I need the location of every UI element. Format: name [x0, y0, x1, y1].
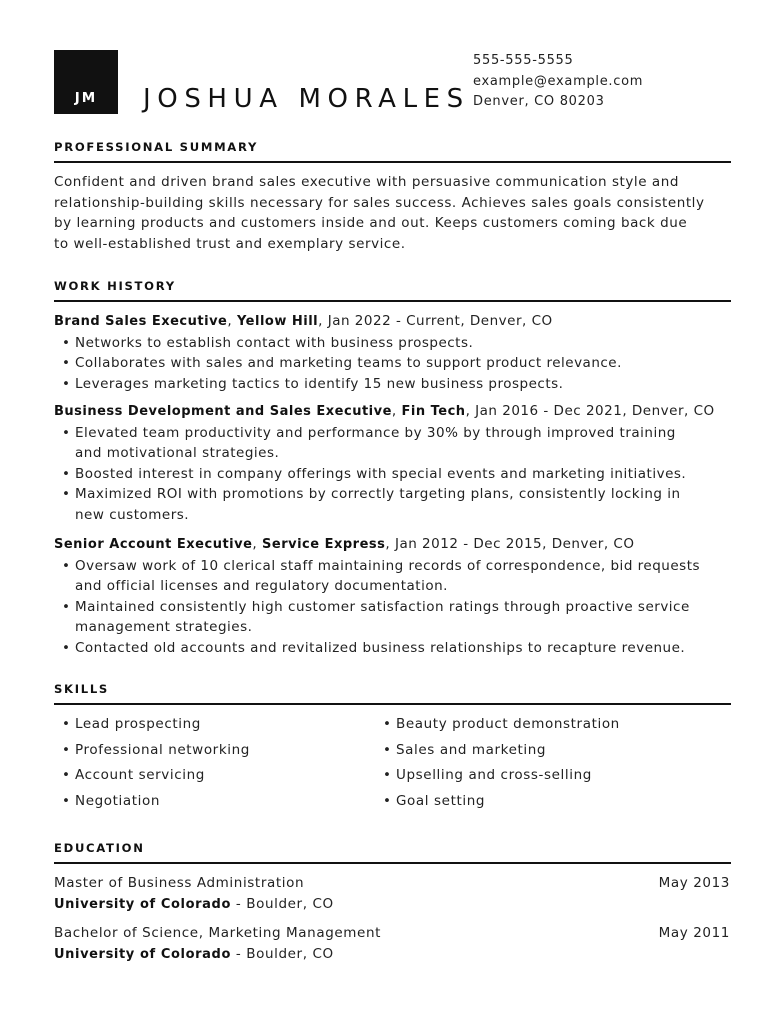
skills-column-left [54, 712, 384, 814]
bullet-line: and motivational strategies. [75, 445, 280, 461]
skill-item: • Lead prospecting [54, 712, 384, 738]
job-details: , Jan 2022 - Current, Denver, CO [318, 313, 553, 329]
education-degree: Bachelor of Science, Marketing Management [54, 925, 381, 941]
job-bullets [54, 556, 744, 659]
summary-line: by learning products and customers inside and out. Keeps customers coming back due [54, 215, 688, 231]
skill-item: • Beauty product demonstration [375, 712, 705, 738]
summary-text [54, 172, 744, 254]
skill-item: • Account servicing [54, 763, 384, 789]
skill-item: • Professional networking [54, 738, 384, 764]
bullet-line: management strategies. [75, 619, 253, 635]
section-title-summary: PROFESSIONAL SUMMARY [54, 140, 731, 163]
job-heading: Senior Account Executive, Service Express, Jan 2012 - Dec 2015, Denver, CO [54, 536, 635, 552]
section-title-education: EDUCATION [54, 841, 731, 864]
summary-line: relationship-building skills necessary for sales success. Achieves sales goals consistently [54, 194, 705, 211]
skill-item: • Sales and marketing [375, 738, 705, 764]
bullet-line: • Boosted interest in company offerings with special events and marketing initiatives. [75, 465, 687, 482]
job-bullet [54, 597, 744, 638]
job-details: , Jan 2016 - Dec 2021, Denver, CO [465, 403, 715, 419]
bullet-line: • Maintained consistently high customer satisfaction ratings through proactive service [75, 598, 690, 615]
monogram-initials: JM [74, 90, 98, 106]
bullet-line: • Networks to establish contact with business prospects. [75, 334, 474, 351]
job-entry [54, 311, 744, 394]
job-company: Fin Tech [401, 404, 466, 419]
job-bullet [54, 638, 744, 659]
skill-item: • Upselling and cross-selling [375, 763, 705, 789]
skill-item: • Negotiation [54, 789, 384, 815]
education-school: University of Colorado [54, 946, 231, 962]
job-bullet [54, 374, 744, 395]
education-school: University of Colorado [54, 896, 231, 912]
education-school-row [54, 944, 730, 966]
job-role: Brand Sales Executive [54, 314, 228, 329]
bullet-line: • Leverages marketing tactics to identify 15 new business prospects. [75, 375, 564, 392]
education-place: - Boulder, CO [230, 945, 334, 962]
bullet-line: • Maximized ROI with promotions by correctly targeting plans, consistently locking in [75, 486, 681, 502]
summary-line: to well-established trust and exemplary service. [54, 235, 406, 252]
bullet-line: • Collaborates with sales and marketing teams to support product relevance. [75, 355, 622, 371]
job-bullet [54, 556, 744, 597]
education-degree-row [54, 873, 730, 894]
job-bullet [54, 353, 744, 374]
education-date: May 2011 [658, 925, 730, 941]
skills-column-right [375, 712, 705, 814]
contact-info [473, 51, 643, 113]
education-entry [54, 923, 730, 965]
skills-list [54, 712, 734, 814]
job-role: Business Development and Sales Executive [54, 404, 392, 419]
monogram-badge [54, 50, 118, 114]
job-heading: Business Development and Sales Executive, Fin Tech, Jan 2016 - Dec 2021, Denver, CO [54, 403, 715, 419]
education-school-row [54, 894, 730, 916]
job-bullet [54, 484, 744, 525]
section-title-work-history: WORK HISTORY [54, 279, 731, 302]
summary-line: Confident and driven brand sales executive with persuasive communication style and [54, 174, 679, 190]
skill-item: • Goal setting [375, 789, 705, 815]
bullet-line: • Oversaw work of 10 clerical staff maintaining records of correspondence, bid requests [75, 557, 701, 574]
education-place: - Boulder, CO [230, 895, 334, 912]
job-company: Yellow Hill [236, 314, 319, 329]
job-company: Service Express [262, 537, 386, 552]
section-title-skills: SKILLS [54, 682, 731, 705]
job-entry [54, 534, 744, 658]
job-bullets [54, 423, 744, 526]
bullet-line: and official licenses and regulatory documentation. [75, 578, 448, 594]
job-bullets [54, 333, 744, 395]
contact-location: Denver, CO 80203 [473, 94, 605, 109]
job-details: , Jan 2012 - Dec 2015, Denver, CO [385, 536, 635, 552]
job-bullet [54, 333, 744, 354]
education-degree-row [54, 923, 730, 944]
contact-email: example@example.com [473, 73, 644, 89]
job-bullet [54, 423, 744, 464]
candidate-name: JOSHUA MORALES [143, 84, 470, 115]
bullet-line: • Elevated team productivity and performance by 30% by through improved training [75, 424, 676, 441]
contact-phone: 555-555-5555 [473, 53, 574, 68]
job-role: Senior Account Executive [54, 537, 253, 552]
job-heading: Brand Sales Executive, Yellow Hill, Jan 2022 - Current, Denver, CO [54, 313, 553, 329]
education-entry [54, 873, 730, 915]
education-degree: Master of Business Administration [54, 875, 305, 891]
job-bullet [54, 464, 744, 485]
bullet-line: • Contacted old accounts and revitalized business relationships to recapture revenue. [75, 639, 686, 656]
bullet-line: new customers. [75, 506, 190, 523]
education-date: May 2013 [658, 875, 730, 891]
job-entry [54, 401, 744, 525]
